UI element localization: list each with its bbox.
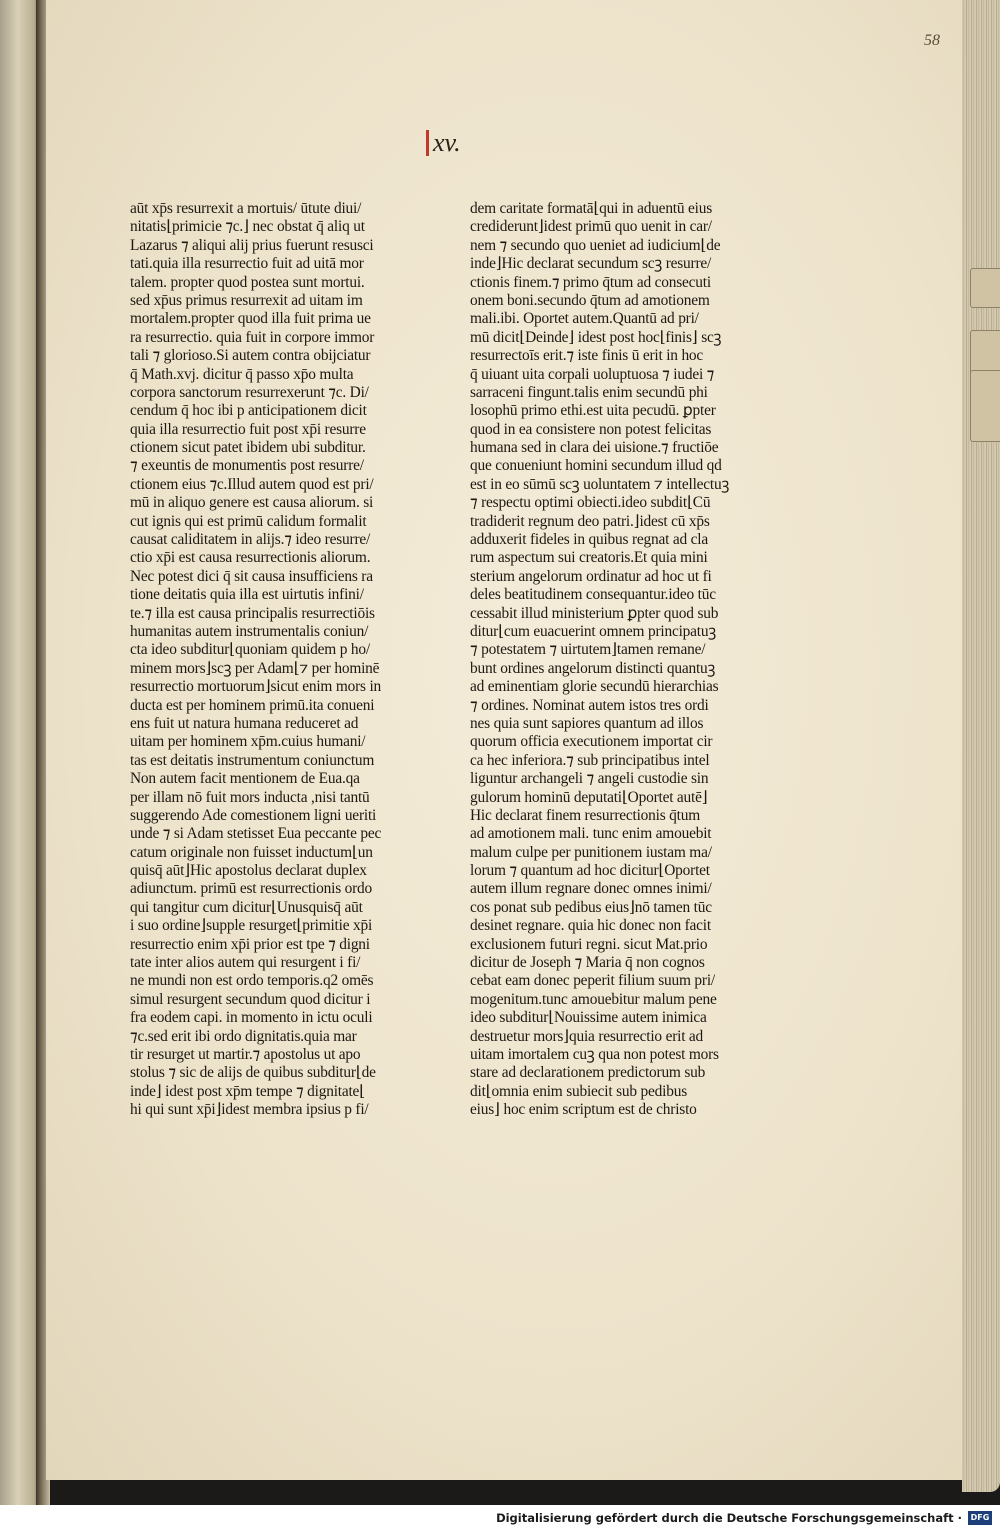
text-line: i suo ordine⌋supple resurget⌊primitie xp̄i	[130, 917, 373, 935]
text-line: resurrectio mortuorum⌋sicut enim mors in	[130, 678, 382, 696]
text-line: ctionem eius ⁊c.Illud autem quod est pri/	[130, 475, 374, 493]
page-tab	[970, 370, 1000, 442]
right-text-column	[470, 200, 762, 1120]
text-line: mū in aliquo genere est causa aliorum. si	[130, 494, 374, 512]
text-line: deles beatitudinem consequantur.ideo tūc	[470, 586, 716, 604]
text-line: corpora sanctorum resurrexerunt ⁊c. Di/	[130, 383, 369, 401]
text-line: sarraceni fingunt.talis enim secundū phi	[470, 383, 708, 401]
text-line: tir resurget ut martir.⁊ apostolus ut apo	[130, 1045, 361, 1063]
text-line: minem mors⌋scꝫ per Adam⌊⁊ per hominē	[130, 659, 380, 677]
text-line: ctionem sicut patet ibidem ubi subditur.	[130, 439, 366, 457]
text-line: uitam per hominem xp̄m.cuius humani/	[130, 733, 366, 751]
text-line: dit⌊omnia enim subiecit sub pedibus	[470, 1082, 688, 1100]
text-line: simul resurgent secundum quod dicitur i	[130, 990, 371, 1008]
text-line: per illam nō fuit mors inducta ,nisi tantū	[130, 788, 370, 806]
funding-credit: Digitalisierung gefördert durch die Deutsche Forschungsgemeinschaft ·	[496, 1510, 962, 1525]
text-line: nitatis⌊primicie ⁊c.⌋ nec obstat q̄ aliq ut	[130, 218, 365, 236]
text-line: stare ad declarationem predictorum sub	[470, 1064, 706, 1082]
text-line: resurrectio enim xp̄i prior est tpe ⁊ digni	[130, 935, 370, 953]
text-line: Hic declarat finem resurrectionis q̄tum	[470, 806, 701, 824]
text-line: ad amotionem mali. tunc enim amouebit	[470, 825, 712, 843]
text-line: te.⁊ illa est causa principalis resurrectiōis	[130, 604, 375, 622]
text-line: liguntur archangeli ⁊ angeli custodie sin	[470, 770, 709, 788]
text-line: cut ignis qui est primū calidum formalit	[130, 512, 367, 530]
text-line: ctio xp̄i est causa resurrectionis aliorum.	[130, 549, 371, 567]
text-line: gulorum hominū deputati⌊Oportet autē⌋	[470, 788, 708, 806]
text-line: nem ⁊ secundo quo ueniet ad iudicium⌊de	[470, 236, 721, 254]
text-line: fra eodem capi. in momento in ictu oculi	[130, 1009, 373, 1027]
text-line: ideo subditur⌊Nouissime autem inimica	[470, 1009, 707, 1027]
text-line: ad eminentiam glorie secundū hierarchias	[470, 678, 719, 696]
text-line: quorum officia executionem importat cir	[470, 733, 713, 751]
footer-bar	[0, 1505, 1000, 1530]
text-line: suggerendo Ade comestionem ligni ueriti	[130, 806, 377, 824]
text-line: sterium angelorum ordinatur ad hoc ut fi	[470, 567, 712, 585]
text-line: losophū primo ethi.est uita pecudū. ꝑpter	[470, 402, 716, 420]
dfg-logo: DFG	[968, 1511, 992, 1525]
text-line: bunt ordines angelorum distincti quantuꝫ	[470, 659, 716, 677]
text-line: Lazarus ⁊ aliqui alij prius fuerunt resusci	[130, 236, 374, 254]
text-line: humana sed in clara dei uisione.⁊ fructiōe	[470, 439, 719, 457]
text-line: crediderunt⌋idest primū quo uenit in car/	[470, 218, 712, 236]
text-line: dem caritate formatā⌊qui in aduentū eius	[470, 200, 713, 217]
text-line: nes quia sunt sapiores quantum ad illos	[470, 714, 704, 732]
text-line: adiunctum. primū est resurrectionis ordo	[130, 880, 373, 898]
text-line: lorum ⁊ quantum ad hoc dicitur⌊Oportet	[470, 862, 710, 880]
text-line: resurrectoīs erit.⁊ iste finis ū erit in hoc	[470, 347, 704, 365]
facing-page-edge	[0, 0, 40, 1505]
text-line: ca hec inferiora.⁊ sub principatibus intel	[470, 751, 710, 769]
text-line: mū dicit⌊Deinde⌋ idest post hoc⌊finis⌋ scꝫ	[470, 328, 722, 346]
text-line: est in eo sūmū scꝫ uoluntatem ⁊ intellectuꝫ	[470, 475, 730, 493]
left-text-column	[130, 200, 414, 1120]
text-line: cessabit illud ministerium ꝑpter quod sub	[470, 604, 719, 622]
text-line: ⁊ respectu optimi obiecti.ideo subdit⌊Cū	[470, 494, 711, 512]
text-line: tate inter alios autem qui resurgent i fi/	[130, 954, 361, 972]
text-line: humanitas autem instrumentalis coniun/	[130, 622, 369, 640]
text-line: tati.quia illa resurrectio fuit ad uitā mor	[130, 255, 364, 273]
text-line: tradiderit regnum deo patri.⌋idest cū xp̄s	[470, 512, 710, 530]
text-line: malum culpe per punitionem iustam ma/	[470, 843, 712, 861]
text-line: qui tangitur cum dicitur⌊Unusquisq̄ aūt	[130, 898, 363, 916]
text-line: q̄ Math.xvj. dicitur q̄ passo xp̄o multa	[130, 365, 354, 383]
text-line: cebat eam donec peperit filium suum pri/	[470, 972, 716, 990]
page-edges	[962, 0, 1000, 1492]
text-line: Nec potest dici q̄ sit causa insufficiens ra	[130, 567, 373, 585]
text-line: ctionis finem.⁊ primo q̄tum ad consecuti	[470, 273, 711, 291]
text-line: mali.ibi. Oportet autem.Quantū ad pri/	[470, 310, 699, 328]
text-line: ditur⌊cum euacuerint omnem principatuꝫ	[470, 622, 717, 640]
text-line: mortalem.propter quod illa fuit prima ue	[130, 310, 371, 328]
text-line: hi qui sunt xp̄i⌋idest membra ipsius p fi/	[130, 1101, 369, 1119]
text-line: unde ⁊ si Adam stetisset Eua peccante pec	[130, 825, 382, 843]
folio-number: 58	[924, 32, 940, 49]
text-line: stolus ⁊ sic de alijs de quibus subditur⌊de	[130, 1064, 376, 1082]
text-line: tali ⁊ glorioso.Si autem contra obijciatur	[130, 347, 371, 365]
text-line: cta ideo subditur⌊quoniam quidem p ho/	[130, 641, 370, 659]
chapter-heading: xv.	[426, 130, 461, 156]
text-line: aūt xp̄s resurrexit a mortuis/ ūtute diui/	[130, 200, 362, 217]
text-line: talem. propter quod postea sunt mortui.	[130, 273, 365, 291]
text-line: uitam imortalem cuꝫ qua non potest mors	[470, 1045, 719, 1063]
text-line: ens fuit ut natura humana reduceret ad	[130, 714, 359, 732]
text-line: dicitur de Joseph ⁊ Maria q̄ non cognos	[470, 954, 705, 972]
text-line: ducta est per hominem primū.ita conueni	[130, 696, 375, 714]
text-line: inde⌋Hic declarat secundum scꝫ resurre/	[470, 255, 712, 273]
text-line: que conueniunt homini secundum illud qd	[470, 457, 722, 475]
text-line: quia illa resurrectio fuit post xp̄i resurre	[130, 420, 366, 438]
text-line: destruetur mors⌋quia resurrectio erit ad	[470, 1027, 704, 1045]
text-line: adduxerit fideles in quibus regnat ad cla	[470, 531, 708, 549]
text-line: ⁊c.sed erit ibi ordo dignitatis.quia mar	[130, 1027, 357, 1045]
text-line: sed xp̄us primus resurrexit ad uitam im	[130, 291, 363, 309]
text-line: ⁊ exeuntis de monumentis post resurre/	[130, 457, 364, 475]
text-line: mogenitum.tunc amouebitur malum pene	[470, 990, 717, 1008]
text-line: ⁊ ordines. Nominat autem istos tres ordi	[470, 696, 709, 714]
text-line: rum aspectum sui creatoris.Et quia mini	[470, 549, 708, 567]
text-line: ⁊ potestatem ⁊ uirtutem⌋tamen remane/	[470, 641, 706, 659]
text-line: inde⌋ idest post xp̄m tempe ⁊ dignitate⌊	[130, 1082, 365, 1100]
text-line: tas est deitatis instrumentum coniunctum	[130, 751, 375, 769]
text-line: Non autem facit mentionem de Eua.qa	[130, 770, 360, 788]
text-line: desinet regnare. quia hic donec non facit	[470, 917, 711, 935]
text-line: cos ponat sub pedibus eius⌋nō tamen tūc	[470, 898, 712, 916]
text-line: cendum q̄ hoc ibi p anticipationem dicit	[130, 402, 367, 420]
text-line: ra resurrectio. quia fuit in corpore immor	[130, 328, 375, 346]
text-line: q̄ uiuant uita corpali uoluptuosa ⁊ iudei ⁊	[470, 365, 715, 383]
text-line: exclusionem futuri regni. sicut Mat.prio	[470, 935, 708, 953]
text-line: tione deitatis quia illa est uirtutis infini/	[130, 586, 364, 604]
text-line: catum originale non fuisset inductum⌊un	[130, 843, 373, 861]
text-line: quod in ea consistere non potest felicitas	[470, 420, 712, 438]
page-tab	[970, 268, 1000, 308]
text-line: quisq̄ aūt⌋Hic apostolus declarat duplex	[130, 862, 367, 880]
text-line: eius⌋ hoc enim scriptum est de christo	[470, 1101, 697, 1119]
text-line: causat caliditatem in alijs.⁊ ideo resurre/	[130, 531, 371, 549]
text-line: ne mundi non est ordo temporis.q2 omēs	[130, 972, 374, 990]
text-line: autem illum regnare donec omnes inimi/	[470, 880, 712, 898]
text-line: onem boni.secundo q̄tum ad amotionem	[470, 291, 710, 309]
